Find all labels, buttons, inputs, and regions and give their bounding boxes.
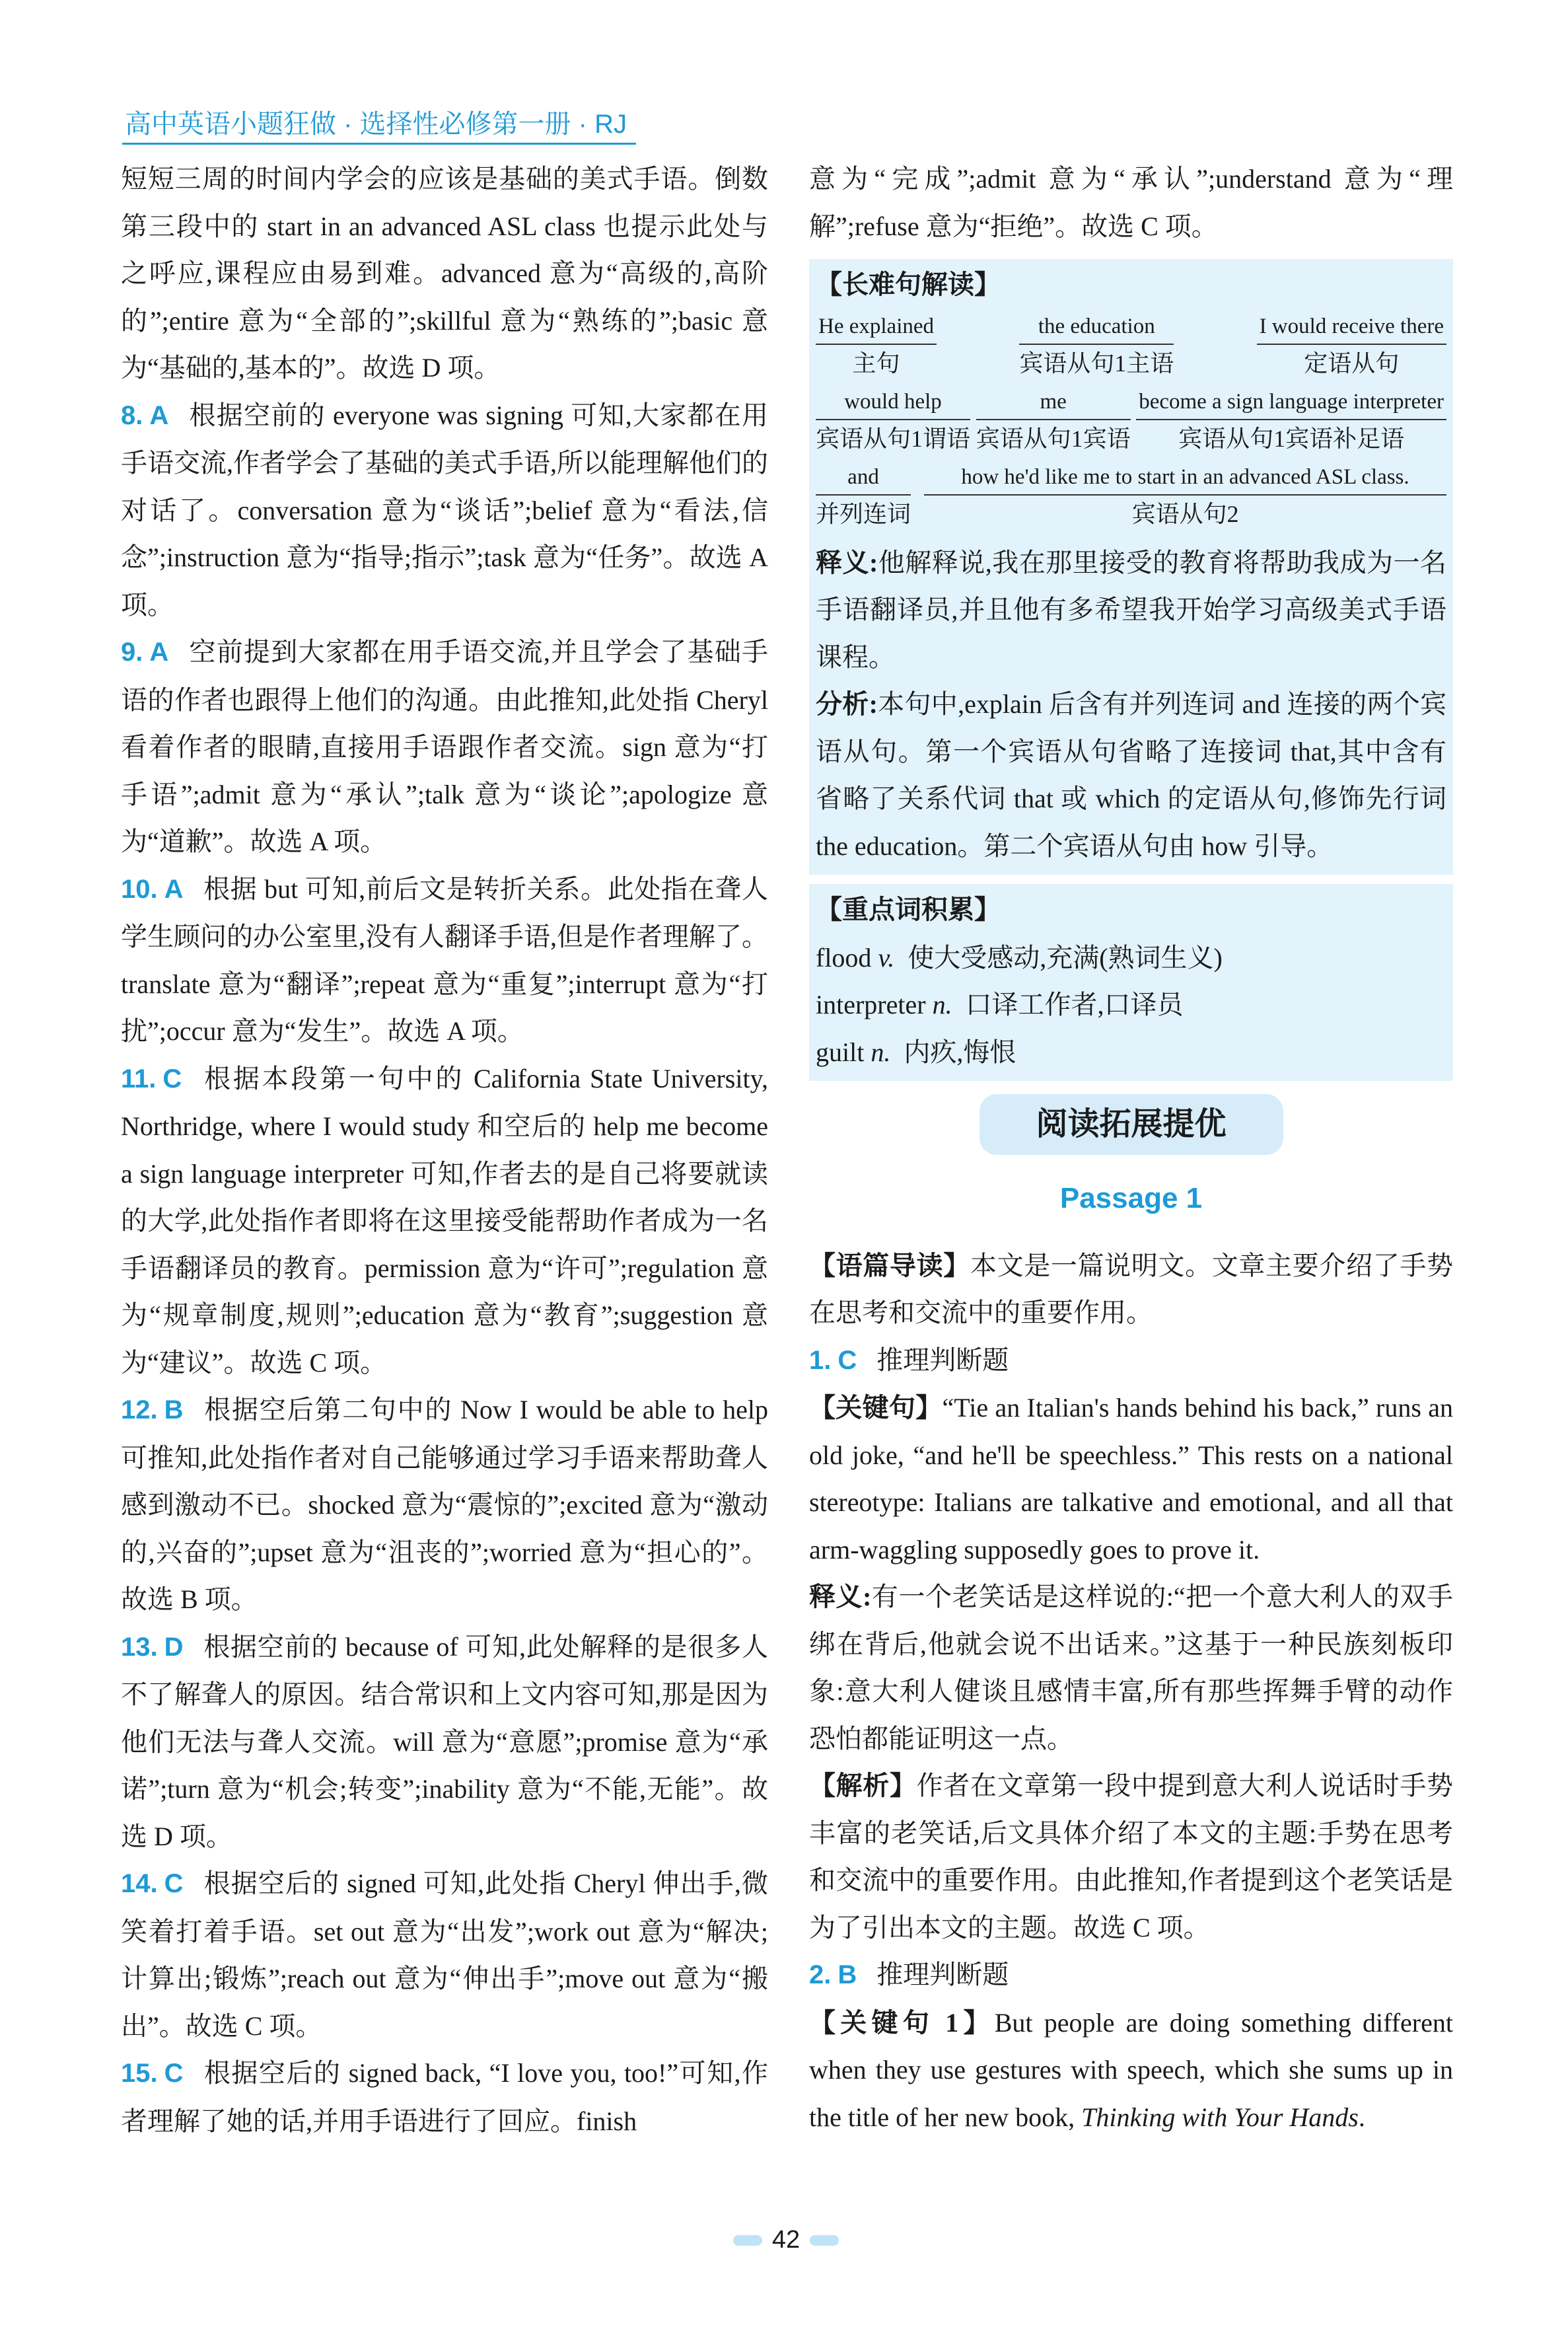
long-sentence-box: [809, 259, 1453, 875]
q1-heading: 1. C 推理判断题: [809, 1345, 1009, 1375]
answer-item: 13. D 根据空前的 because of 可知,此处解释的是很多人不了解聋人的原因。结合常识和上文内容可知,那是因为他们无法与聋人交流。will 意为“意愿”;promise 意为“承诺”;turn 意为“机会;转变”;inability 意为“不能,无能”。故选 D 项。: [121, 1631, 768, 1851]
sentence-segment: I would receive there 定语从句: [1257, 313, 1446, 377]
q1-analysis: 【解析】作者在文章第一段中提到意大利人说话时手势丰富的老笑话,后文具体介绍了本文的主题:手势在思考和交流中的重要作用。由此推知,作者提到这个老笑话是为了引出本文的主题。故选 C 项。: [809, 1771, 1454, 1942]
meaning-paragraph: 释义:他解释说,我在那里接受的教育将帮助我成为一名手语翻译员,并且他有多希望我开始学习高级美式手语课程。: [816, 547, 1446, 672]
q2-key: 【关键句 1】But people are doing something different when they use gestures with speech, which she sums up in the title of her new book, Thinking with Your Hands.: [809, 2007, 1453, 2132]
q2-heading: 2. B 推理判断题: [809, 1960, 1009, 1989]
sentence-segment: and 并列连词: [816, 464, 911, 527]
answer-item: 10. A 根据 but 可知,前后文是转折关系。此处指在聋人学生顾问的办公室里,没有人翻译手语,但是作者理解了。translate 意为“翻译”;repeat 意为“重复”;interrupt 意为“打扰”;occur 意为“发生”。故选 A 项。: [121, 873, 768, 1046]
sentence-segment: me 宾语从句1宾语: [976, 389, 1131, 452]
sentence-segment: would help 宾语从句1谓语: [816, 389, 971, 452]
answer-item: 9. A 空前提到大家都在用手语交流,并且学会了基础手语的作者也跟得上他们的沟通。由此推知,此处指 Cheryl 看着作者的眼睛,直接用手语跟作者交流。sign 意为“打手语”;admit 意为“承认”;talk 意为“谈论”;apologize 意为“道歉”。故选 A 项。: [121, 637, 768, 856]
sentence-segment: how he'd like me to start in an advanced ASL class. 宾语从句2: [924, 464, 1446, 527]
answer-item: 8. A 根据空前的 everyone was signing 可知,大家都在用手语交流,作者学会了基础的美式手语,所以能理解他们的对话了。conversation 意为“谈话”;belief 意为“看法,信念”;instruction 意为“指导;指示”;task 意为“任务”。故选 A 项。: [121, 400, 768, 620]
sentence-row: [816, 464, 1446, 527]
sentence-row: [816, 388, 1446, 452]
vocab-heading: 【重点词积累】: [816, 895, 1001, 924]
long-sentence-heading: 【长难句解读】: [816, 270, 1001, 299]
vocab-item: guilt n. 内疚,悔恨: [816, 1037, 1016, 1067]
sentence-segment: He explained 主句: [816, 313, 937, 377]
left-column: [121, 155, 768, 2145]
q1-meaning: 释义:有一个老笑话是这样说的:“把一个意大利人的双手绑在背后,他就会说不出话来。”这基于一种民族刻板印象:意大利人健谈且感情丰富,所有那些挥舞手臂的动作恐怕都能证明这一点。: [809, 1582, 1453, 1753]
sentence-segment: the education 宾语从句1主语: [1019, 314, 1174, 377]
analysis-paragraph: 分析:本句中,explain 后含有并列连词 and 连接的两个宾语从句。第一个宾语从句省略了连接词 that,其中含有省略了关系代词 that 或 which 的定语从句,修饰先行词 the education。第二个宾语从句由 how 引导。: [816, 689, 1446, 861]
book-header: 高中英语小题狂做 · 选择性必修第一册 · RJ: [122, 106, 636, 145]
answer-item: 12. B 根据空后第二句中的 Now I would be able to help 可推知,此处指作者对自己能够通过学习手语来帮助聋人感到激动不已。shocked 意为“震惊的”;excited 意为“激动的,兴奋的”;upset 意为“沮丧的”;worried 意为“担心的”。故选 B 项。: [121, 1395, 768, 1614]
answer-item: 11. C 根据本段第一句中的 California State University, Northridge, where I would study 和空后的 help me become a sign language interpreter 可知,作者去的是自己将要就读的大学,此处指作者即将在这里接受能帮助作者成为一名手语翻译员的教育。permission 意为“许可”;regulation 意为“规章制度,规则”;education 意为“教育”;suggestion 意为“建议”。故选 C 项。: [121, 1063, 768, 1378]
sentence-segment: become a sign language interpreter 宾语从句1宾语补足语: [1136, 388, 1446, 452]
passage-title: Passage 1: [1059, 1182, 1203, 1214]
vocab-item: flood v. 使大受感动,充满(熟词生义): [816, 942, 1223, 973]
intro-paragraph: 短短三周的时间内学会的应该是基础的美式手语。倒数第三段中的 start in an advanced ASL class 也提示此处与之呼应,课程应由易到难。advanced 意为“高级的,高阶的”;entire 意为“全部的”;skillful 意为“熟练的”;basic 意为“基础的,基本的”。故选 D 项。: [121, 164, 768, 383]
vocab-box: [809, 884, 1453, 1081]
q1-key: 【关键句】“Tie an Italian's hands behind his back,” runs an old joke, “and he'll be speechless.” This rests on a national stereotype: Italians are talkative and emotional, and all that arm-waggling supposedly goes to prove it.: [809, 1393, 1453, 1565]
sentence-row: [816, 313, 1446, 377]
continued-paragraph: 意为“完成”;admit 意为“承认”;understand 意为“理解”;refuse 意为“拒绝”。故选 C 项。: [809, 164, 1453, 241]
answer-item: 15. C 根据空后的 signed back, “I love you, too!”可知,作者理解了她的话,并用手语进行了回应。finish: [121, 2058, 768, 2136]
page-number: 42: [727, 2223, 845, 2256]
guide-paragraph: 【语篇导读】本文是一篇说明文。文章主要介绍了手势在思考和交流中的重要作用。: [809, 1250, 1454, 1327]
answer-item: 14. C 根据空后的 signed 可知,此处指 Cheryl 伸出手,微笑着打着手语。set out 意为“出发”;work out 意为“解决;计算出;锻炼”;reach out 意为“伸出手”;move out 意为“搬出”。故选 C 项。: [121, 1868, 768, 2041]
section-reading-extension: 阅读拓展提优: [980, 1094, 1283, 1155]
right-column: [809, 155, 1453, 2141]
vocab-item: interpreter n. 口译工作者,口译员: [816, 990, 1184, 1019]
